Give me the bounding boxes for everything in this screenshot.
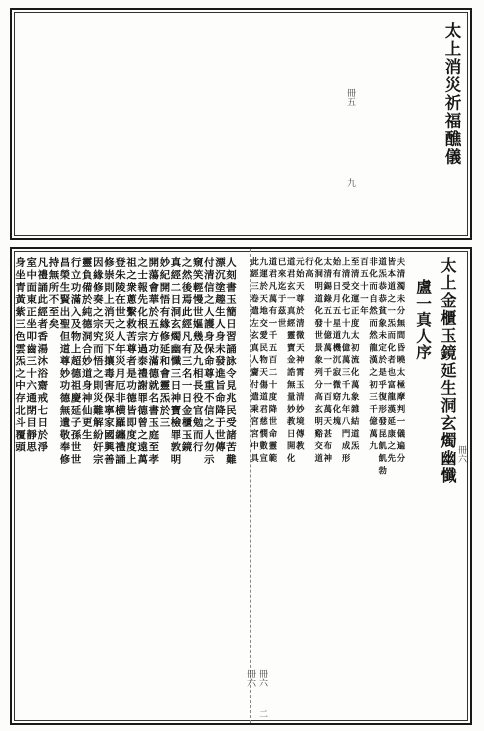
left-text-column: 靈負備於純德洞合妙道身神仙更生 <box>79 257 92 442</box>
left-text-column: 昌榮生賢出聖但道尊妙功德無遺敬奉修 <box>57 257 70 467</box>
lower-title: 太上金櫃玉鏡延生洞玄燭幽懺 <box>438 257 457 485</box>
right-text-column: 太清錫錄五十億萬一千一百萬天甚布神 <box>322 257 333 466</box>
left-text-column: 之士報先化根宗過泰禮謝罪德曾之遠萬 <box>135 257 148 467</box>
right-text-column: 化洞明道化發世景象列分高玄明谿交道 <box>313 257 324 466</box>
right-text-column: 夫清濁未分無間昏曉太極摩判一儀遍分 <box>396 257 406 466</box>
fold-note-left: 冊六 <box>257 669 267 687</box>
upper-page-number: 九 <box>345 178 355 187</box>
right-text-column: 道君凡萬有一千五百二十度降世命靈範 <box>267 257 278 466</box>
right-text-column: 行高 <box>304 257 315 282</box>
left-text-column: 真經二日洞玄燭幽懺三日神寶檢罪敦明 <box>168 257 181 467</box>
right-text-column: 已來迄于茲世 <box>277 257 288 331</box>
left-text-column: 登朱陵在世之人年災月厄非横羅纏禮誦 <box>113 257 125 467</box>
left-text-column: 持無所不至矣 <box>46 257 59 331</box>
left-text-column: 付清信之人護身保命尊重不信之人勿示 <box>201 257 214 467</box>
left-text-column: 漂沉塗趣生人身未發進旨命降于世傳 <box>212 257 225 454</box>
left-text-column: 窺笑輕慢世嫗幾及九相長役官勉而行 <box>190 257 203 454</box>
left-text-column: 人刻書玉簡日習誦詠令見兆民受諸苦難 <box>224 257 236 467</box>
right-text-column: 此經三卷遣左玄真人齎付遣乘宮宮中具 <box>249 257 260 466</box>
upper-title: 太上消災祈福醮儀 <box>442 22 461 166</box>
left-text-column: 之然後焉此經凡有三名一日金櫃玉鏡 <box>179 257 192 454</box>
left-text-column: 身坐青黃紫三色雲炁之中存北斗覆頭 <box>13 257 26 454</box>
upper-volume-note: 冊五 <box>345 88 355 106</box>
left-text-column: 行立功滿入及物上超德祖慶延子孫世世 <box>68 257 81 467</box>
right-text-column: 上清受化七十九億萬三千九年八門成形 <box>341 257 352 466</box>
right-text-column: 始有日月五星道機沉寂微窈化塊 <box>331 257 342 430</box>
fold-number-left: 二 <box>257 709 267 718</box>
right-text-column: 道炁恭恭貧象未定於是乎復形發昆飢飢勃 <box>377 257 388 479</box>
fold-note-right: 冊六 <box>245 669 255 687</box>
upper-panel <box>10 8 472 240</box>
preface-heading: 盧一真人序 <box>414 279 433 360</box>
right-text-column: 元始天尊於清微天神霄玉清妙境傳教 <box>295 257 306 454</box>
left-text-column: 妙紀開悟有緣修延和會靈炁於三 <box>157 257 170 430</box>
left-text-column: 室中面東正坐叩齒三十六通閉目靜思 <box>24 257 37 454</box>
right-text-column: 道君玄一真經靈寶金誥無量妙教日開化 <box>286 257 297 466</box>
left-text-column: 祖之衆蔥繫救苦尊者是功德皆即度度上 <box>124 257 137 467</box>
right-text-column: 非化而自然而然龍漢之初三千億萬九 <box>368 257 379 454</box>
left-text-column: 開蕩會華於五方功滿德就名書玉庭至孝 <box>146 257 159 467</box>
lower-panel <box>10 247 472 725</box>
right-text-column: 至清交運正度太初流化萬象雜結道炁 <box>350 257 361 454</box>
lower-volume-note: 冊六 <box>456 445 466 463</box>
right-text-column: 皆本道之一炁而化者也富龍漢延康之先 <box>386 257 397 466</box>
right-text-column: 百五十一年 <box>359 257 370 319</box>
left-text-column: 修崇則上消天災下攘毒害保寧家國興善 <box>101 257 114 467</box>
upper-panel-inner-border <box>14 12 468 236</box>
left-text-column: 因緣修奏之宗究而悟之則災難解紛奸宗 <box>90 257 103 467</box>
right-text-column: 九運於天地交愛民物天傷道君慈憫數宣 <box>258 257 269 466</box>
left-text-column: 凡禮誦此經者香湯沐浴齋戒七日於淨 <box>35 257 48 454</box>
